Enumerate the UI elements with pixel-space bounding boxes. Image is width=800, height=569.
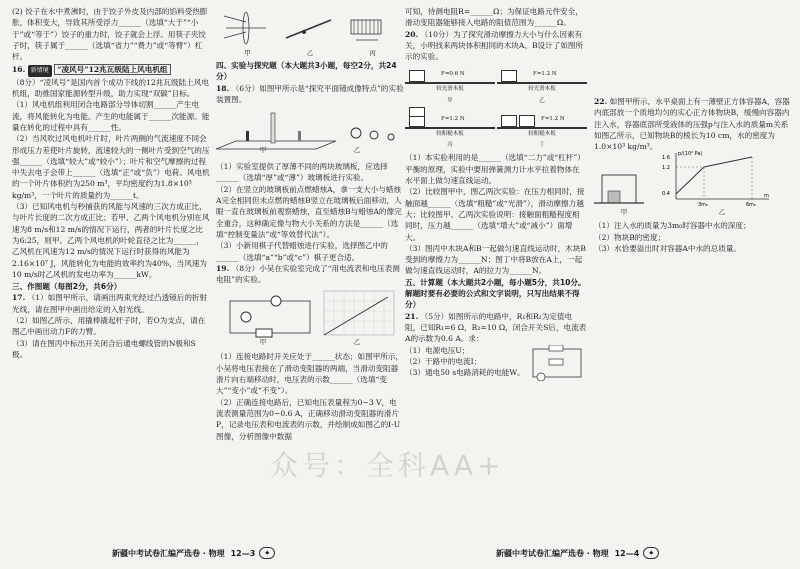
q22-figures (594, 151, 790, 218)
q18-intro: （6分）如图甲所示是“探究平面镜成像特点”的实验装置图。 (216, 83, 404, 104)
q18-part1: （1）实验室提供了厚薄不同的两块玻璃板，应选择______（选填“厚”或“薄”）玻璃板进行实验。 (216, 162, 388, 183)
q19-intro: （8分）小吴在实验室完成了“用电流表和电压表测电阻”的实验。 (216, 263, 400, 285)
q22-part2: （2）物块B的密度； (594, 232, 666, 242)
fig-label-yi: 乙 (306, 49, 314, 57)
q17-part1: （1）如图甲所示，请画出两束光经过凸透镜后的折射光线，请在图甲中画出给定的入射光线。 (12, 293, 208, 314)
footer-right-badge-icon: ◆ (643, 547, 659, 559)
q18-fig-yi: 乙 (353, 146, 361, 155)
section-5-title: 五、计算题（本大题共2小题，每小题5分，共10分。解题时要有必要的公式和文字说明，只写出结果不得分） (405, 277, 586, 310)
graph-x-title: m (764, 193, 769, 200)
q17-diagram (216, 8, 404, 48)
column-1 (12, 6, 210, 360)
q16-part1: （1）风电机组利用闭合电路部分导体切割______产生电流，将风能转化为电能。产生的电能属于______次能源。能量在转化的过程中具有______性。 (12, 100, 210, 132)
q21-intro: （5分）如图所示的电路中，R₁和R₂为定值电阻，已知R₁=6 Ω，R₂=10 Ω，闭合开关S后，电流表A的示数为0.6 A。求： (405, 311, 587, 344)
column-3 (405, 6, 587, 381)
column-2 (216, 6, 404, 442)
pressure-mass-graph (654, 149, 774, 207)
fig-label-jia: 甲 (244, 49, 251, 57)
fig-label-bing: 丙 (369, 49, 376, 57)
q16-header (12, 64, 210, 76)
section-4-title: 四、实验与探究题（本大题共3小题，每空2分，共24分） (216, 61, 397, 82)
q16-part3: （3）已知风电机与秒捕获的风能与风速的三次方成正比，与叶片长度的二次方成正比；若甲、乙两个风电机分别在风速为8 m/s和12 m/s的情况下运行，两者的叶片长度之比为6:25，则甲、乙两个风电机的叶轮直径之比为______，乙风机在风速为12 m/s的情况下运行时获得的风能为2.16×10⁷ J，风能转化为电能的效率约为40%，当风速为10 m/s时乙风机的发电功率为______kW。 (12, 202, 210, 279)
q19-part2: （2）正确连接电路后，已知电压表量程为0~3 V，电流表测量范围为0~0.6 A，正确移动滑动变阻器的滑片P，记录电压表和电流表的示数，并绘制成如图乙的I-U图像，分析图像中数据 (216, 397, 401, 441)
container-diagram (594, 167, 644, 207)
new-context-tag: 新情境 (28, 65, 52, 76)
circuit-and-graph (216, 287, 404, 341)
q21-part3: （3）通电50 s电路消耗的电能W。 (405, 368, 525, 378)
graph-y-tick-1: 1.6 (662, 155, 670, 162)
q20-part2: （2）比较图甲中，图乙两次实验：在压力相同时，接触面越______（选填“粗糙”或“光滑”），滑动摩擦力越大；比较图甲、乙两次实验说明：接触面粗糙程度相同时，压力越______（选填“增大”或“减小”）面增大。 (405, 187, 585, 242)
q19-number: 19. (216, 263, 230, 273)
q20-part3: （3）图丙中木块A和B一起做匀速直线运动时，木块B受到的摩擦力为______N；图丁中将B放在A上，一起做匀速直线运动时，A的拉力为______N。 (405, 243, 586, 276)
graph-y-tick-2: 1.2 (662, 165, 670, 172)
footer-right-page: 12—4 (614, 548, 640, 558)
q22-part1: （1）注入水的质量为3m₀时容器中水的深度； (594, 221, 751, 231)
footer-left-page: 12—3 (230, 548, 256, 558)
q22-fig-yi: 乙 (718, 208, 726, 217)
q21-part2: （2）干路中的电流I； (405, 356, 482, 366)
q15-part2: (2) 饺子在水中煮沸时，由于饺子外皮及内部的馅料受热膨胀，体积变大，导致其所受浮力______（选填“大于”“小于”或“等于”）饺子的重力时，饺子就会上浮。用筷子夹饺子时，筷子属于______（选填“省力”“费力”或“等臂”）杠杆。 (12, 7, 208, 62)
graph-y-tick-3: 0.4 (662, 191, 670, 198)
q22-number: 22. (594, 97, 608, 106)
q16-number: 16. (12, 65, 26, 75)
q18-number: 18. (216, 83, 230, 93)
q22-part3: （3）水恰要溢出时对容器A中水的总质量。 (594, 244, 742, 254)
q17-figures (216, 8, 404, 58)
q18-part3: （3）小新用棋子代替蜡烛进行实验，选择图乙中的______（选填“a”“b”或“c”）棋子更合适。 (216, 241, 388, 262)
watermark: 众号：全科AA+ (270, 449, 505, 482)
footer-right-text: 新疆中考试卷汇编严选卷 · 物理 (496, 548, 609, 558)
graph-y-title: p/(10² Pa) (678, 151, 703, 158)
section-3-title: 三、作图题（每图2分，共6分） (12, 282, 122, 292)
q21-number: 21. (405, 311, 419, 321)
q20-part1: （1）本实验利用的是______（选填“二力”或“杠杆”）平衡的原理，实验中要用弹簧测力计水平拉着物体在水平面上做匀速直线运动。 (405, 153, 585, 186)
q19-figure (216, 287, 404, 349)
q16-part2: （2）当风吹过风电机叶片时，叶片两侧的气流速度不同会形成压力差使叶片旋转，流速较大的一侧叶片受到空气的压强______（选填“较大”或“较小”）；叶片和空气摩擦的过程中失去电子会带上______（选填“正”或“负”）电荷。风电机的一个叶片体积约为250 m³，平均密度约为1.8×10³ kg/m³，一个叶片的质量约为______t。 (12, 134, 210, 200)
q19-fig-jia: 甲 (259, 338, 267, 347)
q17-part3: （3）请在图丙中标出开关闭合后通电螺线管的N极和S极。 (12, 338, 196, 359)
footer-left (112, 546, 275, 560)
q20-figures (405, 64, 587, 150)
q19-fig-yi: 乙 (353, 338, 361, 347)
q21-part1: （1）电源电压U； (405, 345, 470, 355)
q18-part2: （2）在竖立的玻璃板前点燃蜡烛A，拿一支大小与蜡烛A完全相同但未点燃的蜡烛B竖立在玻璃板后面移动，人眼一直在玻璃板前观察蜡烛，直至蜡烛B与蜡烛A的像完全重合，这种确定像与物大小关系的方法是______（选填“控制变量法”或“等效替代法”）。 (216, 184, 402, 239)
column-4 (594, 6, 790, 254)
q20-fig-ding: F=1.2 N 较粗糙木板 丁 (497, 109, 587, 152)
q22-intro: 如图甲所示，水平桌面上有一薄壁正方体容器A，容器内底部放一个质地均匀的实心正方体物块B，缓慢向容器内注入水，容器底部所受液体的压强p与注入水的质量m关系如图乙所示，已知物块B的棱长为10 cm，水的密度为1.0×10³ kg/m³。 (594, 97, 790, 152)
footer-left-badge-icon: ◆ (259, 547, 275, 559)
q21-circuit-diagram (527, 345, 587, 381)
q16-intro: （8分）“凌风号”是国内首个成功下线的12兆瓦级陆上风电机组，助推国家能源转型升级，助力实现“双碳”目标。 (12, 77, 209, 99)
q17-number: 17. (12, 293, 26, 303)
q20-fig-yi: F=1.2 N 较光滑木板 乙 (497, 64, 587, 107)
q17-part2: （2）如图乙所示，用撬棒撬起杆子时，若O为支点，请在图乙中画出动力F的力臂。 (12, 316, 206, 337)
q20-intro: （10分）为了探究滑动摩擦力大小与什么因素有关，小明找来两块体积相同的木块A、B设计了如图所示的实验。 (405, 29, 584, 62)
q19-continued: 可知，待测电阻R=______Ω；为保证电路元件安全，滑动变阻器能够接入电路的阻值范围为______Ω。 (405, 7, 583, 28)
q20-number: 20. (405, 29, 419, 39)
footer-right (496, 546, 659, 560)
graph-x-tick-1: 3m₀ (698, 202, 709, 208)
q22-fig-jia: 甲 (620, 208, 628, 217)
q18-fig-jia: 甲 (259, 146, 267, 155)
graph-x-tick-2: 6m₀ (746, 202, 757, 208)
q16-title: “凌风号”12兆瓦级陆上风电机组 (54, 64, 170, 75)
q20-fig-jia: F=0.6 N 较光滑木板 甲 (405, 64, 495, 107)
q19-part1: （1）连接电路时开关应处于______状态；如图甲所示，小吴将电压表接在了滑动变阻器的两端，当滑动变阻器滑片向右端移动时，电压表的示数______（选填“变大”“变小”或“不变”）。 (216, 352, 404, 396)
q18-figure (216, 107, 404, 159)
q20-fig-bing: F=1.2 N 较粗糙木板 丙 (405, 109, 495, 152)
footer-left-text: 新疆中考试卷汇编严选卷 · 物理 (112, 548, 225, 558)
